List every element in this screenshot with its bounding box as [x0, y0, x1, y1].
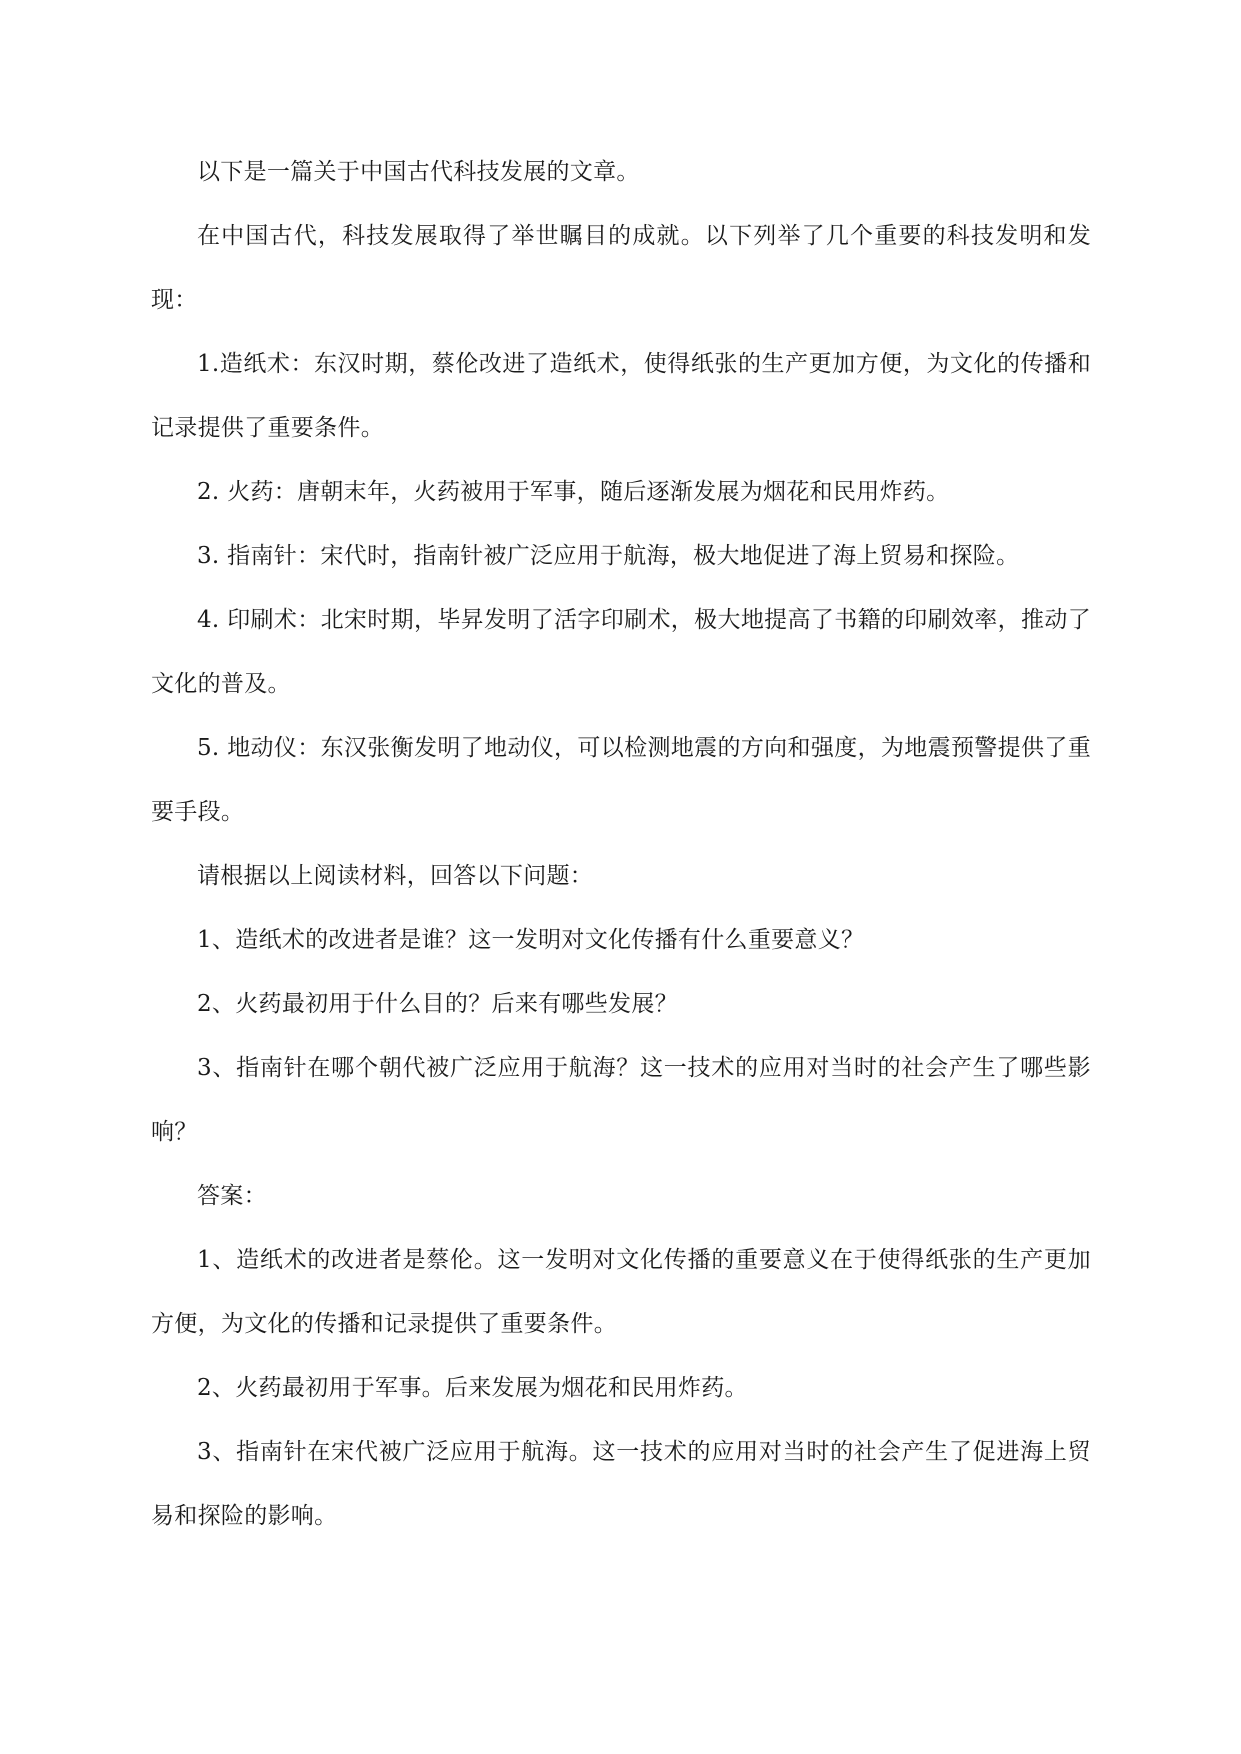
questions-intro: 请根据以上阅读材料，回答以下问题：	[197, 863, 594, 889]
invention-item-printing: 4. 印刷术：北宋时期，毕昇发明了活字印刷术，极大地提高了书籍的印刷效率，推动了文化的普及。	[151, 607, 1091, 697]
invention-item-papermaking: 1.造纸术：东汉时期，蔡伦改进了造纸术，使得纸张的生产更加方便，为文化的传播和记录提供了重要条件。	[151, 351, 1091, 441]
answers-heading: 答案：	[197, 1183, 267, 1209]
answer-1: 1、造纸术的改进者是蔡伦。这一发明对文化传播的重要意义在于使得纸张的生产更加方便，为文化的传播和记录提供了重要条件。	[151, 1247, 1091, 1337]
question-1: 1、造纸术的改进者是谁？这一发明对文化传播有什么重要意义？	[197, 927, 865, 953]
intro-paragraph: 以下是一篇关于中国古代科技发展的文章。	[197, 159, 640, 185]
overview-paragraph: 在中国古代，科技发展取得了举世瞩目的成就。以下列举了几个重要的科技发明和发现：	[151, 223, 1091, 313]
invention-item-seismoscope: 5. 地动仪：东汉张衡发明了地动仪，可以检测地震的方向和强度，为地震预警提供了重要手段。	[151, 735, 1091, 825]
invention-item-compass: 3. 指南针：宋代时，指南针被广泛应用于航海，极大地促进了海上贸易和探险。	[197, 543, 1020, 569]
document-body	[151, 140, 1091, 1548]
question-3: 3、指南针在哪个朝代被广泛应用于航海？这一技术的应用对当时的社会产生了哪些影响？	[151, 1055, 1091, 1145]
invention-item-gunpowder: 2. 火药：唐朝末年，火药被用于军事，随后逐渐发展为烟花和民用炸药。	[197, 479, 950, 505]
question-2: 2、火药最初用于什么目的？后来有哪些发展？	[197, 991, 678, 1017]
answer-3: 3、指南针在宋代被广泛应用于航海。这一技术的应用对当时的社会产生了促进海上贸易和探险的影响。	[151, 1439, 1091, 1529]
answer-2: 2、火药最初用于军事。后来发展为烟花和民用炸药。	[197, 1375, 748, 1401]
